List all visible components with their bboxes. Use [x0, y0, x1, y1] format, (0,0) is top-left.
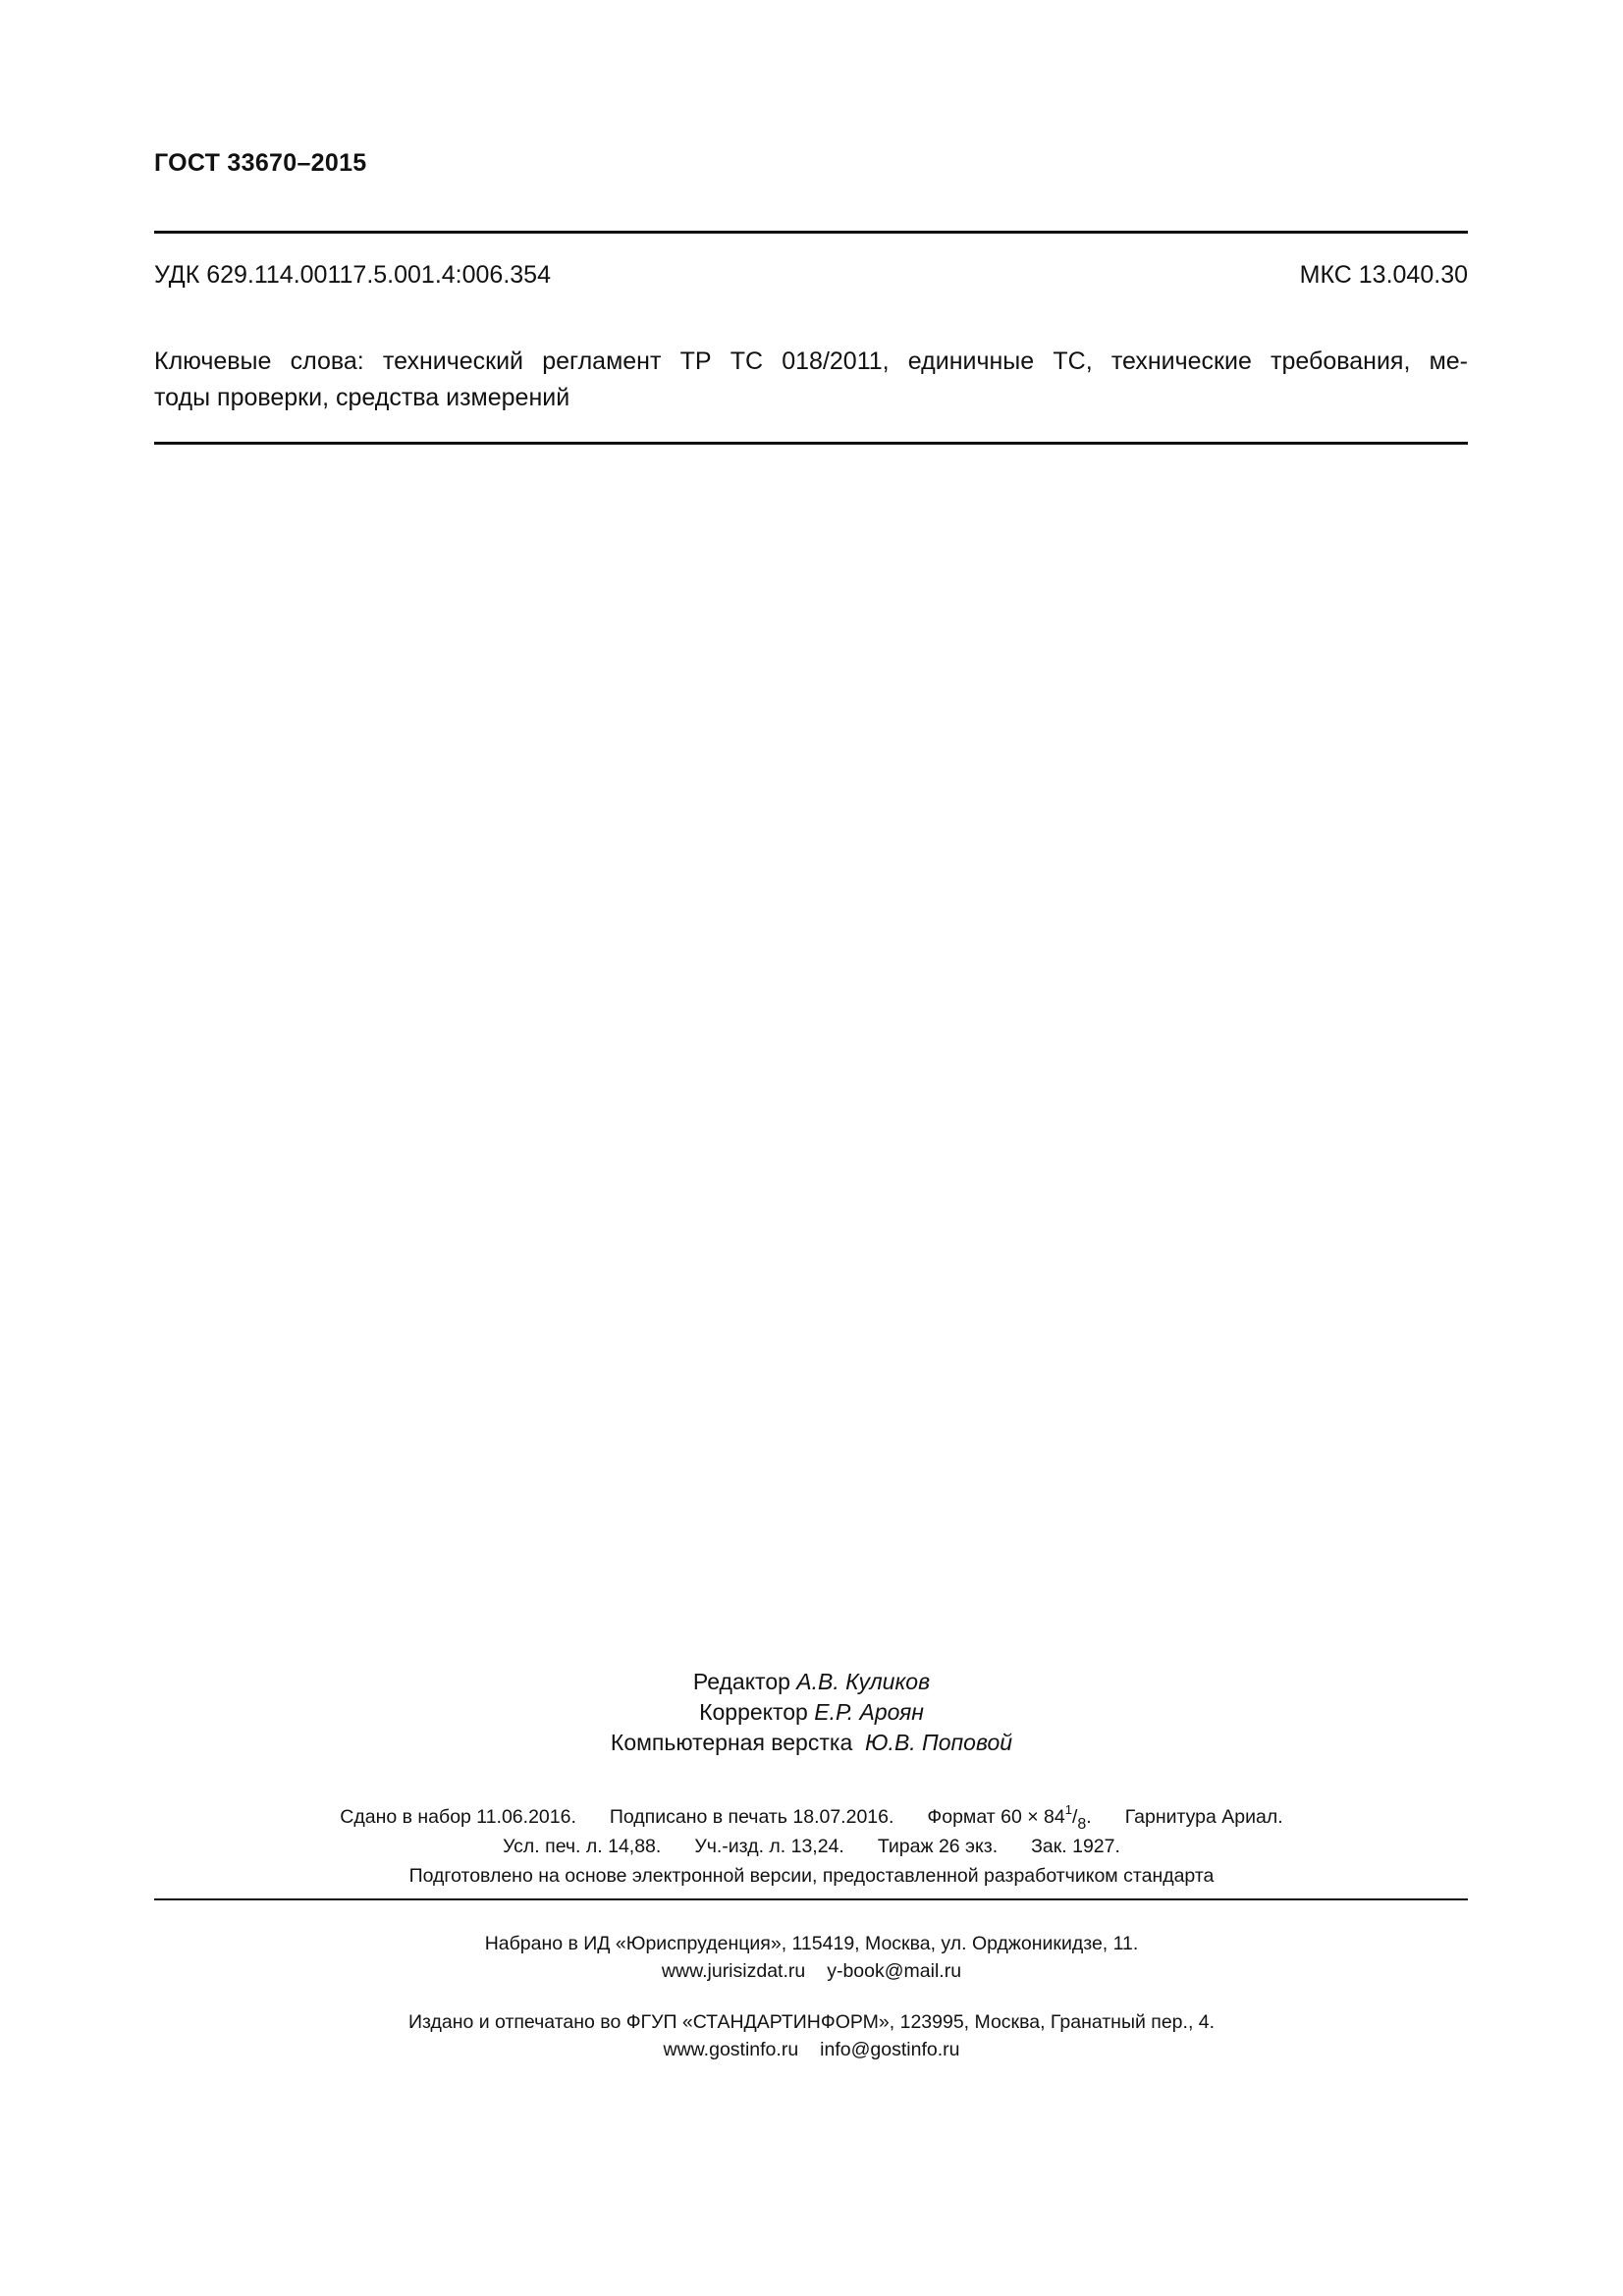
corrector-credit: [0, 1697, 1623, 1728]
printer-info: [0, 2008, 1623, 2063]
prepared-note: Подготовлено на основе электронной версии, предоставленной разработчиком стандарта: [408, 1865, 1215, 1887]
imprint-block: [0, 1802, 1623, 1891]
typesetter-contacts: [0, 1957, 1623, 1985]
order-number: Зак. 1927.: [1031, 1836, 1120, 1857]
signed-date: Подписано в печать 18.07.2016.: [609, 1806, 894, 1828]
keywords-paragraph: [154, 344, 1468, 416]
printer-address: Издано и отпечатано во ФГУП «СТАНДАРТИНФОРМ», 123995, Москва, Гранатный пер., 4.: [407, 2011, 1216, 2033]
corrector-name: Е.Р. Ароян: [814, 1699, 924, 1725]
typeface: Гарнитура Ариал.: [1124, 1806, 1283, 1828]
udk-code: УДК 629.114.00117.5.001.4:006.354: [154, 261, 551, 289]
typesetter-email-link[interactable]: y-book@mail.ru: [827, 1960, 962, 1982]
typesetter-address: Набрано в ИД «Юриспруденция», 115419, Москва, ул. Орджоникидзе, 11.: [484, 1933, 1139, 1954]
layout-label: Компьютерная верстка: [610, 1730, 853, 1755]
editorial-credits: [0, 1667, 1623, 1758]
keywords-line-1: Ключевые слова: технический регламент ТР ТС 018/2011, единичные ТС, технические требования, ме-: [154, 347, 1468, 375]
printer-contacts: [0, 2036, 1623, 2063]
paper-format: Формат $60 \times 84^1/_8$.: [927, 1802, 1092, 1833]
top-divider: [154, 231, 1468, 234]
submitted-date: Сдано в набор 11.06.2016.: [340, 1806, 576, 1828]
editor-credit: [0, 1667, 1623, 1697]
printer-email-link[interactable]: info@gostinfo.ru: [820, 2039, 960, 2060]
editor-label: Редактор: [692, 1669, 790, 1694]
mks-code: МКС 13.040.30: [1299, 261, 1468, 289]
corrector-label: Корректор: [699, 1699, 808, 1725]
circulation: Тираж 26 экз.: [877, 1836, 999, 1857]
keywords-line-2: тоды проверки, средства измерений: [154, 384, 570, 411]
layout-credit: [0, 1728, 1623, 1758]
layout-name: Ю.В. Поповой: [865, 1730, 1013, 1755]
publisher-sheets: Уч.-изд. л. 13,24.: [694, 1836, 844, 1857]
imprint-row-1: [0, 1802, 1623, 1832]
print-sheets: Усл. печ. л. 14,88.: [503, 1836, 662, 1857]
typesetter-info: [0, 1930, 1623, 1985]
page-title: ГОСТ 33670–2015: [154, 149, 367, 177]
imprint-row-2: [0, 1832, 1623, 1861]
typesetter-website-link[interactable]: www.jurisizdat.ru: [661, 1960, 806, 1982]
printer-website-link[interactable]: www.gostinfo.ru: [663, 2039, 799, 2060]
imprint-divider: [154, 1898, 1468, 1900]
editor-name: А.В. Куликов: [796, 1669, 931, 1694]
keywords-divider: [154, 442, 1468, 445]
